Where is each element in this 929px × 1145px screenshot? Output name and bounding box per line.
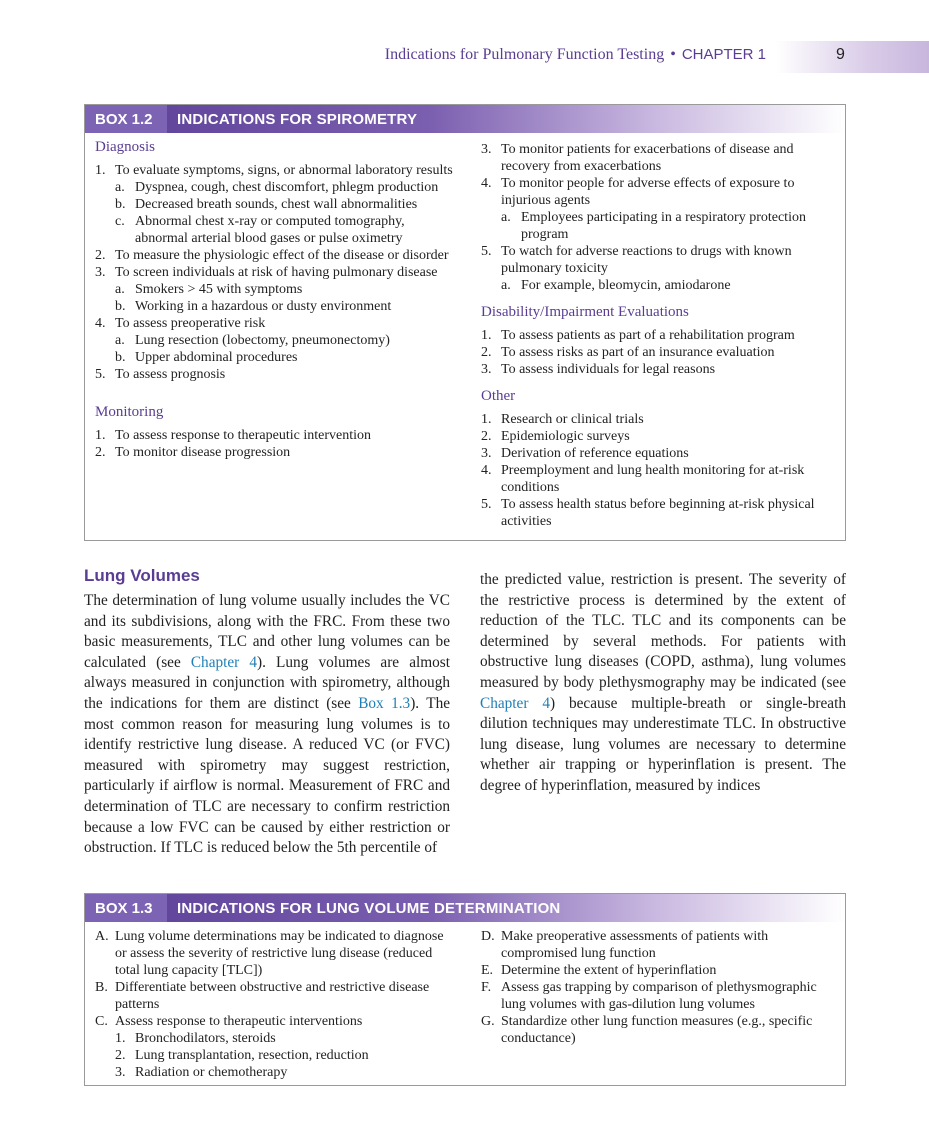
- list-item: 2. To measure the physiologic effect of the disease or disorder: [95, 248, 449, 263]
- list-item: 1. To evaluate symptoms, signs, or abnormal laboratory results: [95, 163, 453, 178]
- list-item: a. Employees participating in a respiratory protection program: [501, 210, 806, 242]
- bullet-separator: •: [670, 46, 676, 63]
- box-1-2-right-column: [481, 141, 837, 530]
- list-item: 4. To monitor people for adverse effects of exposure to injurious agents: [481, 176, 795, 208]
- list-item: 3. To monitor patients for exacerbations of disease and recovery from exacerbations: [481, 142, 794, 174]
- list-item: E. Determine the extent of hyperinflation: [481, 963, 717, 978]
- running-head: [385, 46, 766, 64]
- list-item: 1. Research or clinical trials: [481, 412, 644, 427]
- list-item: 5. To assess health status before beginning at-risk physical activities: [481, 497, 815, 529]
- list-item: c. Abnormal chest x-ray or computed tomography, abnormal arterial blood gases or pulse oximetry: [115, 214, 405, 246]
- body-text: The determination of lung volume usually includes the VC and its subdivisions, along with the FRC. From these two basic measurements, TLC and other lung volumes can be calculated (see: [84, 592, 450, 671]
- list-item: 3. Derivation of reference equations: [481, 446, 689, 461]
- box-1-2-number: BOX 1.2: [85, 105, 167, 133]
- body-text: ). The most common reason for measuring lung volumes is to identify restrictive lung disease. A reduced VC (or FVC) measured with spirometry may suggest restriction, particularly if airflow is normal. Measurement of FRC and determination of TLC are necessary to confirm restriction because a low FVC can be caused by either restriction or obstruction. If TLC is reduced below the 5th percentile of: [84, 694, 450, 857]
- box-1-3-link[interactable]: Box 1.3: [358, 694, 411, 712]
- list-item: 2. To monitor disease progression: [95, 445, 291, 460]
- list-item: a. Smokers > 45 with symptoms: [115, 282, 303, 297]
- disability-heading: Disability/Impairment Evaluations: [481, 304, 689, 320]
- box-1-3-right-column: [481, 928, 837, 1047]
- box-1-3-left-column: [95, 928, 455, 1081]
- diagnosis-heading: Diagnosis: [95, 139, 155, 155]
- chapter-4-link[interactable]: Chapter 4: [480, 694, 550, 712]
- list-item: 2. Lung transplantation, resection, reduction: [115, 1048, 369, 1063]
- list-item: A. Lung volume determinations may be indicated to diagnose or assess the severity of restrictive lung disease (reduced total lung capacity [TLC]): [95, 929, 444, 978]
- header-band: [776, 41, 929, 73]
- box-1-2-title: INDICATIONS FOR SPIROMETRY: [177, 110, 418, 128]
- list-item: b. Decreased breath sounds, chest wall abnormalities: [115, 197, 418, 212]
- list-item: 2. Epidemiologic surveys: [481, 429, 630, 444]
- lung-volumes-left-column: [84, 591, 450, 861]
- list-item: 5. To watch for adverse reactions to drugs with known pulmonary toxicity: [481, 244, 792, 276]
- list-item: a. Lung resection (lobectomy, pneumonectomy): [115, 333, 390, 348]
- list-item: a. For example, bleomycin, amiodarone: [501, 278, 731, 293]
- list-item: 4. To assess preoperative risk: [95, 316, 266, 331]
- list-item: G. Standardize other lung function measures (e.g., specific conductance): [481, 1014, 813, 1046]
- body-text: ) because multiple-breath or single-breath dilution techniques may underestimate TLC. In obstructive lung disease, lung volumes are necessary to determine whether air trapping or hyperinflation is present. The degree of hyperinflation, measured by indices: [480, 694, 846, 794]
- body-text: the predicted value, restriction is present. The severity of the restrictive process is determined by the extent of reduction of the TLC. TLC and its components can be determined by several methods. For patients with obstructive lung diseases (COPD, asthma), lung volumes measured by body plethysmography may be indicated (see: [480, 571, 846, 691]
- list-item: C. Assess response to therapeutic interventions: [95, 1014, 363, 1029]
- list-item: 3. To assess individuals for legal reasons: [481, 362, 716, 377]
- box-1-3-number: BOX 1.3: [85, 894, 167, 922]
- monitoring-heading: Monitoring: [95, 404, 164, 420]
- box-1-2-left-column: [95, 139, 460, 461]
- list-item: a. Dyspnea, cough, chest discomfort, phlegm production: [115, 180, 439, 195]
- list-item: 4. Preemployment and lung health monitoring for at-risk conditions: [481, 463, 805, 495]
- list-item: B. Differentiate between obstructive and restrictive disease patterns: [95, 980, 430, 1012]
- list-item: 1. Bronchodilators, steroids: [115, 1031, 276, 1046]
- list-item: 3. Radiation or chemotherapy: [115, 1065, 288, 1080]
- page-number: 9: [836, 46, 845, 63]
- box-1-2: [84, 104, 846, 541]
- chapter-4-link[interactable]: Chapter 4: [190, 653, 258, 671]
- list-item: b. Working in a hazardous or dusty environment: [115, 299, 392, 314]
- chapter-label: CHAPTER 1: [681, 46, 766, 63]
- list-item: 5. To assess prognosis: [95, 367, 226, 382]
- box-1-2-header: [85, 105, 845, 133]
- running-title: Indications for Pulmonary Function Testing: [384, 46, 665, 63]
- lung-volumes-heading: Lung Volumes: [84, 566, 200, 585]
- list-item: 1. To assess response to therapeutic intervention: [95, 428, 372, 443]
- list-item: 2. To assess risks as part of an insurance evaluation: [481, 345, 775, 360]
- list-item: D. Make preoperative assessments of patients with compromised lung function: [481, 929, 769, 961]
- box-1-3: [84, 893, 846, 1086]
- list-item: F. Assess gas trapping by comparison of plethysmographic lung volumes with gas-dilution lung volumes: [481, 980, 817, 1012]
- list-item: 1. To assess patients as part of a rehabilitation program: [481, 328, 795, 343]
- list-item: b. Upper abdominal procedures: [115, 350, 298, 365]
- body-text: ). Lung volumes are almost always measured in conjunction with spirometry, although the indications for them are distinct (see: [84, 653, 450, 712]
- box-1-3-header: [85, 894, 845, 922]
- other-heading: Other: [481, 388, 516, 404]
- lung-volumes-right-column: [480, 570, 846, 860]
- list-item: 3. To screen individuals at risk of having pulmonary disease: [95, 265, 438, 280]
- box-1-3-title: INDICATIONS FOR LUNG VOLUME DETERMINATION: [177, 899, 561, 917]
